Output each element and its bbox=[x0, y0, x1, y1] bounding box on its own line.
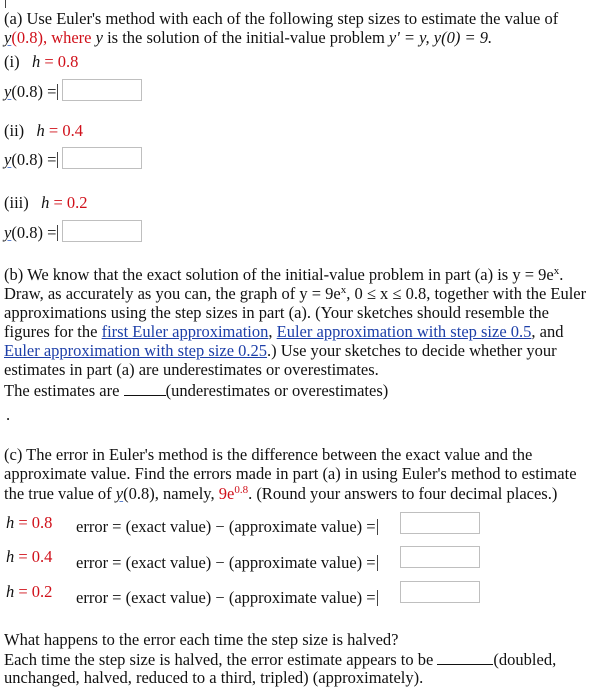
y-var: y bbox=[95, 28, 103, 47]
caret bbox=[57, 84, 58, 100]
final-line2 bbox=[4, 650, 556, 669]
estimates-answer-blank[interactable] bbox=[124, 381, 166, 396]
part-b-line4 bbox=[4, 323, 564, 341]
text: (doubled, bbox=[493, 650, 557, 669]
final-question: What happens to the error each time the step size is halved? bbox=[4, 630, 399, 649]
y-link[interactable]: y bbox=[4, 28, 12, 47]
h-value: = 0.2 bbox=[18, 582, 53, 601]
text: the true value of bbox=[4, 484, 112, 503]
part-b-line3: approximations using the step sizes in part (a). (Your sketches should resemble the bbox=[4, 303, 550, 322]
arg-text: (0.8), where bbox=[11, 28, 92, 47]
item-label: (ii) bbox=[4, 121, 25, 140]
formula-text: error = (exact value) − (approximate value) = bbox=[76, 553, 376, 572]
h-var: h bbox=[36, 121, 45, 140]
item-i-result-row bbox=[4, 83, 58, 101]
result-label: (0.8) = bbox=[11, 223, 57, 242]
y-link[interactable]: y bbox=[4, 223, 12, 242]
caret bbox=[57, 225, 58, 241]
text: Each time the step size is halved, the error estimate appears to be bbox=[4, 650, 434, 669]
y-link[interactable]: y bbox=[4, 82, 12, 101]
text: The estimates are bbox=[4, 381, 120, 400]
text: . (Round your answers to four decimal places.) bbox=[248, 484, 558, 503]
stray-dot: . bbox=[6, 405, 11, 424]
part-b-line2 bbox=[4, 285, 586, 303]
error-input-h-0-2[interactable] bbox=[400, 581, 480, 603]
error-trend-answer-blank[interactable] bbox=[437, 650, 493, 665]
error-input-h-0-8[interactable] bbox=[400, 512, 480, 534]
text: .) Use your sketches to decide whether your bbox=[267, 341, 557, 360]
h-value: = 0.8 bbox=[18, 513, 53, 532]
text: (0.8), namely, bbox=[123, 484, 215, 503]
link-euler-step-0-5[interactable]: Euler approximation with step size 0.5 bbox=[276, 322, 532, 341]
answer-input-i[interactable] bbox=[62, 79, 142, 101]
error-formula bbox=[76, 518, 378, 536]
part-b-line7 bbox=[4, 381, 388, 400]
item-ii-label-row bbox=[4, 122, 83, 140]
superscript: 0.8 bbox=[234, 484, 249, 496]
item-ii-result-row bbox=[4, 151, 58, 169]
formula-text: error = (exact value) − (approximate value) = bbox=[76, 517, 376, 536]
h-var: h bbox=[41, 193, 50, 212]
item-label: (iii) bbox=[4, 193, 29, 212]
exact-value bbox=[219, 484, 248, 503]
superscript: x bbox=[340, 284, 347, 296]
h-value: = 0.8 bbox=[44, 52, 79, 71]
part-a-line1: (a) Use Euler's method with each of the following step sizes to estimate the value of bbox=[4, 9, 559, 28]
text: figures for the bbox=[4, 322, 98, 341]
superscript: x bbox=[553, 265, 560, 277]
answer-input-ii[interactable] bbox=[62, 147, 142, 169]
error-row-h-0-4 bbox=[6, 548, 52, 566]
link-first-euler[interactable]: first Euler approximation bbox=[101, 322, 269, 341]
error-row-h-0-8 bbox=[6, 514, 52, 532]
h-var: h bbox=[6, 582, 15, 601]
text: , and bbox=[531, 322, 564, 341]
part-b-line6: estimates in part (a) are underestimates or overestimates. bbox=[4, 360, 379, 379]
item-iii-label-row bbox=[4, 194, 88, 212]
text: (underestimates or overestimates) bbox=[165, 381, 389, 400]
link-euler-step-0-25[interactable]: Euler approximation with step size 0.25 bbox=[4, 341, 268, 360]
part-c-line1: (c) The error in Euler's method is the difference between the exact value and the bbox=[4, 445, 533, 464]
h-value: = 0.4 bbox=[48, 121, 83, 140]
error-formula bbox=[76, 554, 378, 572]
h-value: = 0.2 bbox=[53, 193, 88, 212]
item-iii-result-row bbox=[4, 224, 58, 242]
y-link[interactable]: y bbox=[115, 484, 124, 503]
error-formula bbox=[76, 589, 378, 607]
h-var: h bbox=[6, 513, 15, 532]
part-b-line5 bbox=[4, 342, 557, 360]
text: , 0 ≤ x ≤ 0.8, together with the Euler bbox=[346, 284, 587, 303]
final-line3: unchanged, halved, reduced to a third, tripled) (approximately). bbox=[4, 668, 424, 687]
answer-input-iii[interactable] bbox=[62, 220, 142, 242]
part-a-line2 bbox=[4, 29, 492, 47]
caret bbox=[377, 590, 378, 606]
caret bbox=[57, 152, 58, 168]
item-i-label-row bbox=[4, 53, 78, 71]
part-c-line2: approximate value. Find the errors made in part (a) in using Euler's method to estimate bbox=[4, 464, 577, 483]
ivp-equation: y' = y, y(0) = 9. bbox=[388, 28, 493, 47]
error-row-h-0-2 bbox=[6, 583, 52, 601]
text-cursor-mark bbox=[5, 0, 6, 8]
part-c-line3 bbox=[4, 485, 557, 503]
caret bbox=[377, 555, 378, 571]
h-value: = 0.4 bbox=[18, 547, 53, 566]
text: , bbox=[268, 322, 273, 341]
value-base: 9e bbox=[218, 484, 235, 503]
text: (b) We know that the exact solution of the initial-value problem in part (a) is y = 9e bbox=[4, 265, 554, 284]
result-label: (0.8) = bbox=[11, 150, 57, 169]
ivp-intro: is the solution of the initial-value problem bbox=[107, 28, 385, 47]
text: Draw, as accurately as you can, the graph of y = 9e bbox=[4, 284, 341, 303]
item-label: (i) bbox=[4, 52, 20, 71]
y-link[interactable]: y bbox=[4, 150, 12, 169]
part-b-line1 bbox=[4, 266, 563, 284]
h-var: h bbox=[31, 52, 41, 71]
error-input-h-0-4[interactable] bbox=[400, 546, 480, 568]
caret bbox=[377, 519, 378, 535]
h-var: h bbox=[6, 547, 15, 566]
formula-text: error = (exact value) − (approximate value) = bbox=[76, 588, 376, 607]
text: . bbox=[559, 265, 564, 284]
result-label: (0.8) = bbox=[11, 82, 57, 101]
